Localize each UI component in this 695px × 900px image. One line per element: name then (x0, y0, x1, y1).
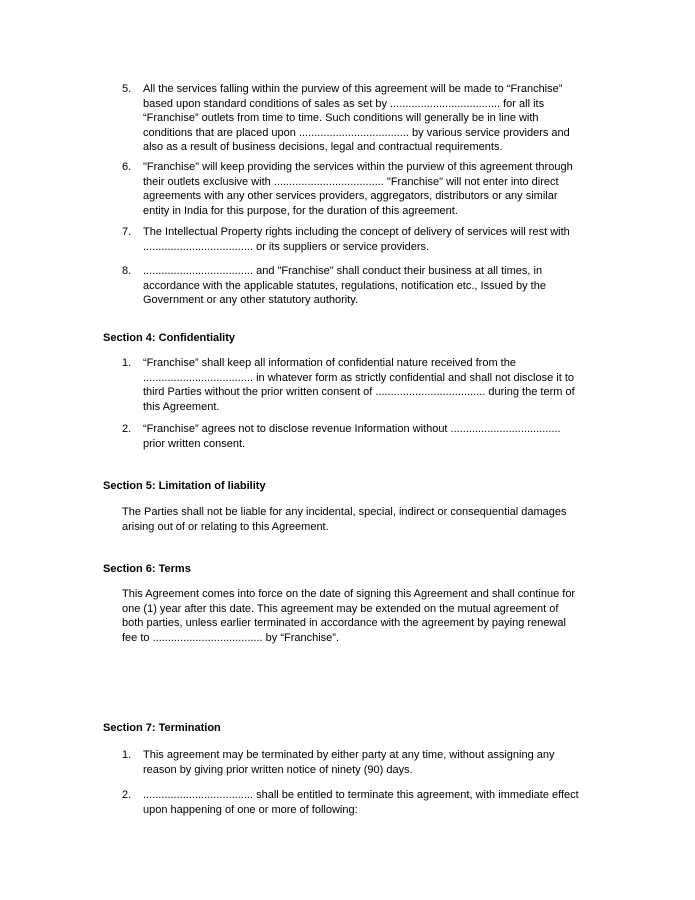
clause-number: 1. (122, 749, 132, 761)
text-line: reason by giving prior written notice of ninety (90) days. (143, 763, 413, 776)
clause-number: 2. (122, 423, 132, 435)
text-line: arising out of or relating to this Agreement. (122, 520, 329, 533)
clause-number: 7. (122, 226, 132, 238)
text-line: fee to .................................... by “Franchise”. (122, 631, 340, 644)
text-line: prior written consent. (143, 437, 246, 450)
text-line: “Franchise” agrees not to disclose revenue Information without .................................... (143, 423, 561, 435)
clause-text (143, 264, 595, 308)
clause-text (143, 748, 595, 777)
section-7-heading: Section 7: Termination (103, 722, 221, 734)
text-line: one (1) year after this date. This agreement may be extended on the mutual agreement of (122, 602, 559, 615)
text-line: This agreement may be terminated by either party at any time, without assigning any (143, 749, 555, 761)
clause-text (143, 788, 595, 817)
text-line: "Franchise" will keep providing the services within the purview of this agreement through (143, 161, 573, 173)
text-line: Government or any other statutory authority. (143, 294, 359, 306)
text-line: .................................... shall be entitled to terminate this agreement, with immediate effect (143, 789, 579, 801)
clause-text (143, 225, 595, 254)
text-line: both parties, unless earlier terminated in accordance with the agreement by paying renewal (122, 617, 566, 629)
clause-text (143, 82, 595, 155)
text-line: agreements with any other services providers, aggregators, distributors or any similar (143, 190, 558, 202)
terms-paragraph (122, 587, 592, 645)
text-line: .................................... and "Franchise" shall conduct their business at all times, in (143, 265, 543, 277)
clause-text (143, 160, 595, 218)
clause-number: 5. (122, 83, 132, 95)
clause-number: 2. (122, 789, 132, 801)
text-line: “Franchise” outlets from time to time. Such conditions will generally be in line with (143, 112, 539, 124)
section-4-heading: Section 4: Confidentiality (103, 332, 236, 344)
text-line: upon happening of one or more of following: (143, 803, 358, 816)
text-line: .................................... in whatever form as strictly confidential and shall not disclose it to (143, 371, 575, 384)
clause-text (143, 356, 595, 414)
text-line: The Intellectual Property rights including the concept of delivery of services will rest with (143, 226, 570, 238)
section-5-heading: Section 5: Limitation of liability (103, 480, 266, 492)
text-line: .................................... or its suppliers or service providers. (143, 240, 430, 253)
text-line: also as a result of business decisions, legal and contractual requirements. (143, 141, 503, 153)
text-line: entity in India for this purpose, for the duration of this agreement. (143, 204, 458, 217)
text-line: This Agreement comes into force on the date of signing this Agreement and shall continue for (122, 588, 576, 600)
text-line: this Agreement. (143, 400, 220, 413)
text-line: accordance with the applicable statutes, regulations, notification etc., Issued by the (143, 279, 546, 292)
text-line: third Parties without the prior written consent of .................................... during the term of (143, 386, 575, 398)
text-line: conditions that are placed upon .................................... by various service providers and (143, 126, 570, 139)
text-line: “Franchise” shall keep all information of confidential nature received from the (143, 357, 516, 369)
section-6-heading: Section 6: Terms (103, 563, 191, 575)
clause-text (143, 422, 595, 451)
liability-paragraph (122, 505, 592, 534)
text-line: The Parties shall not be liable for any incidental, special, indirect or consequential damages (122, 506, 567, 518)
clause-number: 8. (122, 265, 132, 277)
text-line: their outlets exclusive with .................................... "Franchise" will not enter into direct (143, 175, 559, 188)
text-line: based upon standard conditions of sales as set by .................................... for all its (143, 97, 545, 110)
clause-number: 1. (122, 357, 132, 369)
text-line: All the services falling within the purview of this agreement will be made to “Franchise” (143, 83, 563, 95)
clause-number: 6. (122, 161, 132, 173)
